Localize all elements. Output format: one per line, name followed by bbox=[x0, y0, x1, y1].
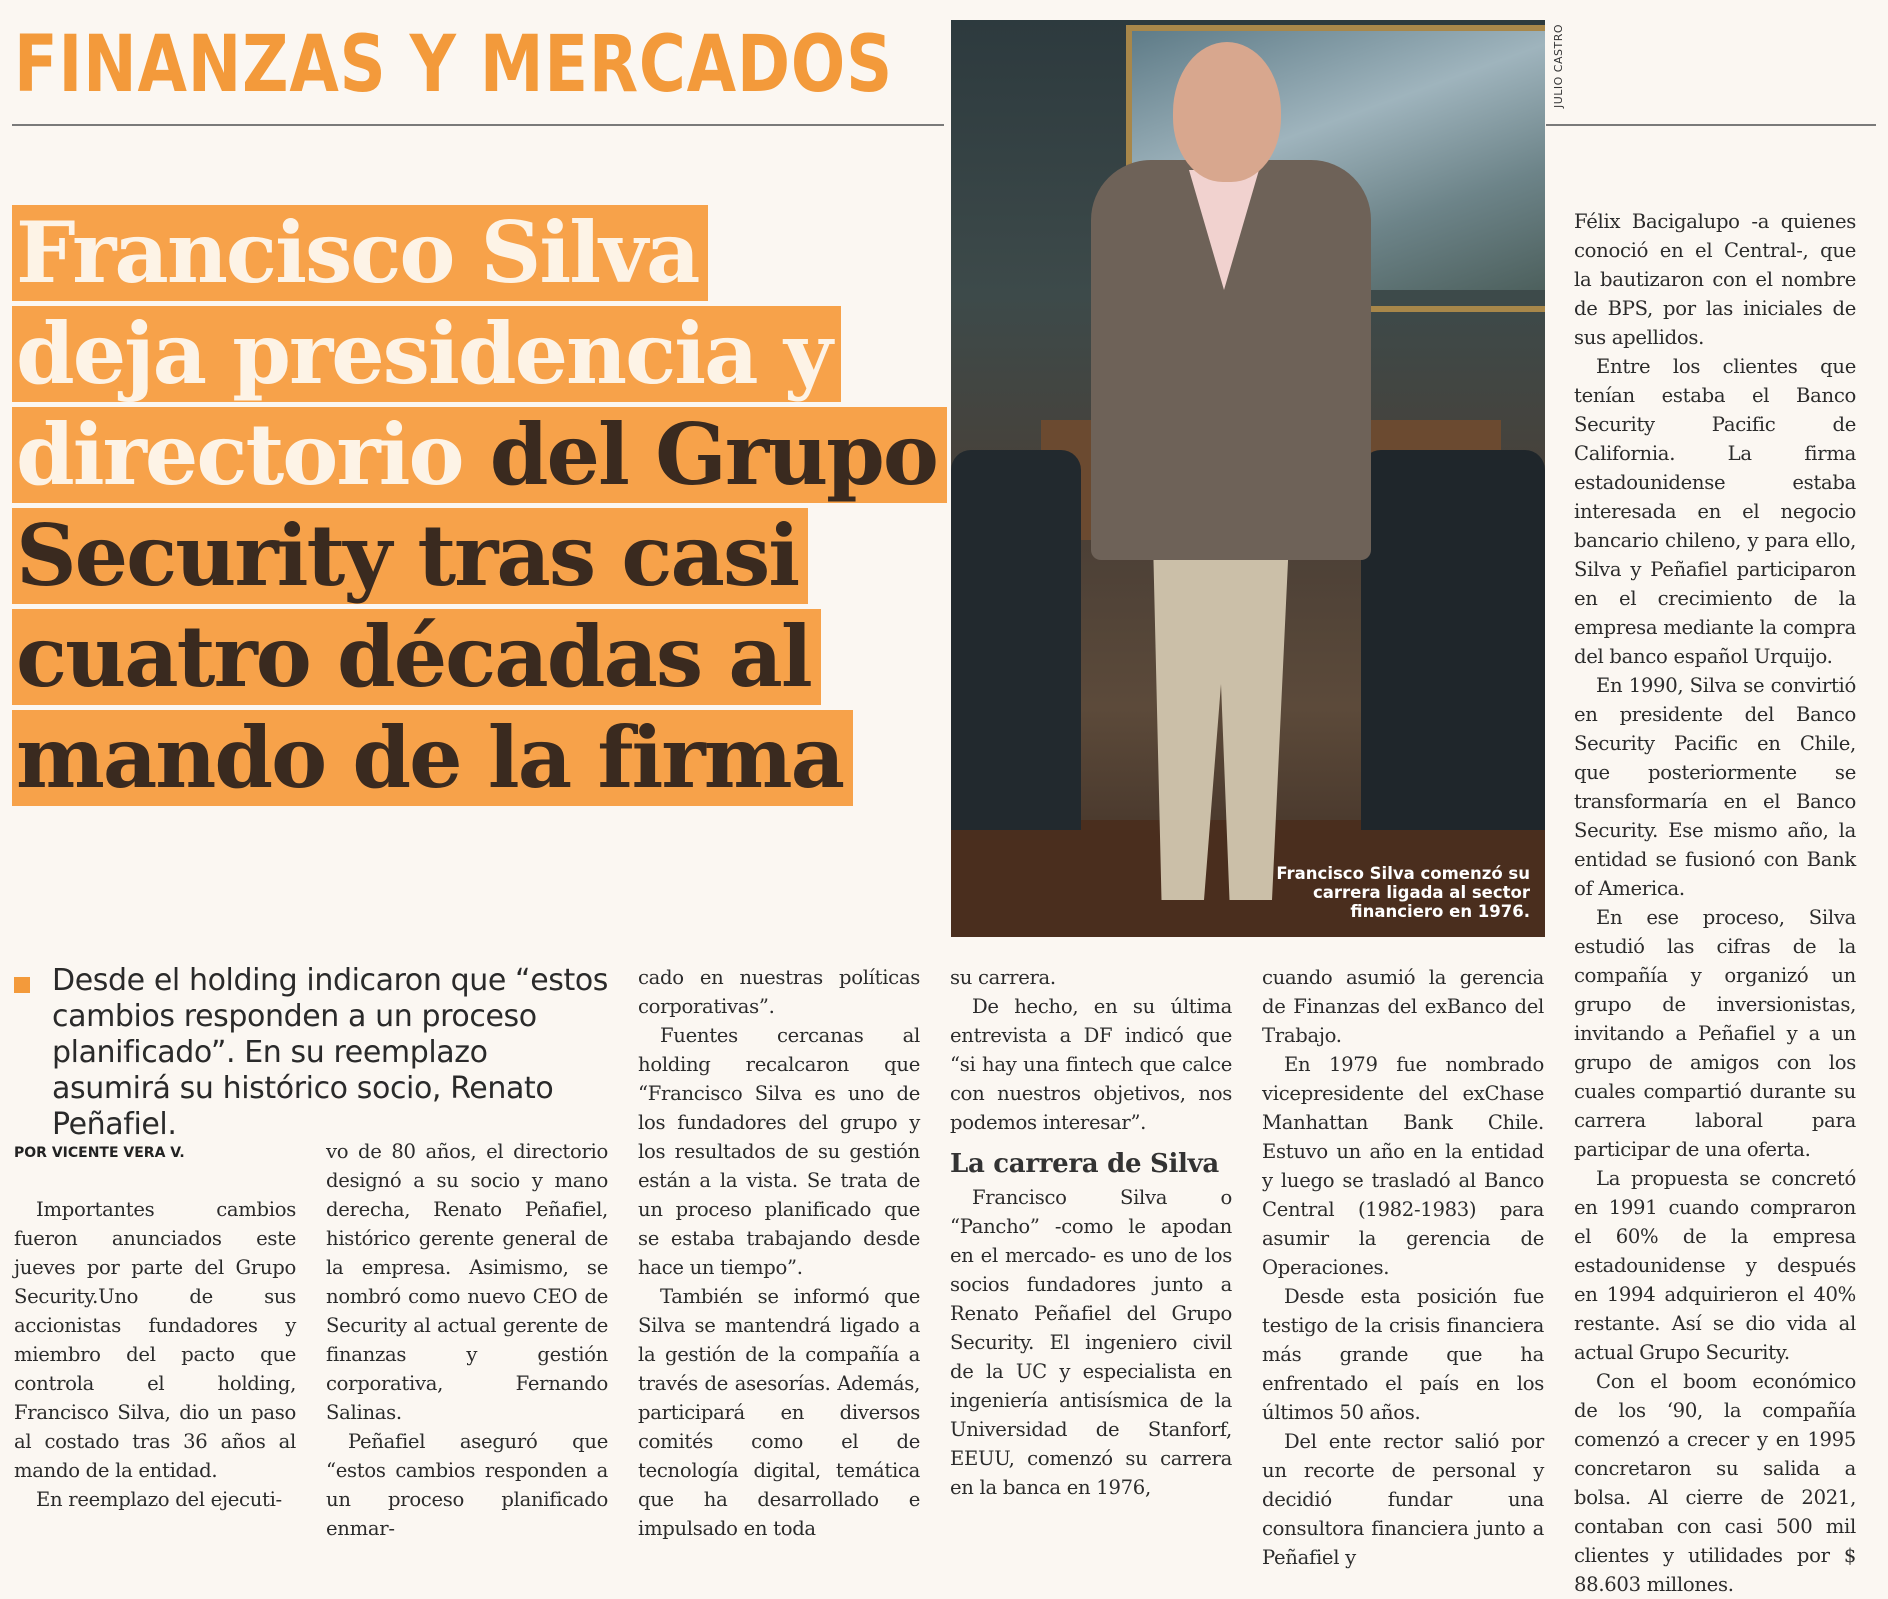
paragraph: De hecho, en su última entrevista a DF indicó que “si hay una fintech que calce con nuestros objetivos, nos podemos interesar”. bbox=[950, 995, 1232, 1134]
headline-light-text: deja presidencia y bbox=[16, 304, 831, 403]
paragraph: En 1979 fue nombrado vicepresidente del exChase Manhattan Bank Chile. Estuvo un año en la entidad y luego se trasladó al Banco Central (1982-1983) para asumir la gerencia de Operaciones. bbox=[1262, 1053, 1544, 1279]
paragraph: vo de 80 años, el directorio designó a su socio y mano derecha, Renato Peñafiel, histórico gerente general de la empresa. Asimismo, se nombró como nuevo CEO de Security al actual gerente de finanzas y gestión corporativa, Fernando Salinas. bbox=[326, 1140, 608, 1424]
paragraph: Fuentes cercanas al holding recalcaron que “Francisco Silva es uno de los fundadores del grupo y los resultados de su gestión están a la vista. Se trata de un proceso planificado que se estaba trabajando desde hace un tiempo”. bbox=[638, 1024, 920, 1279]
paragraph: Con el boom económico de los ‘90, la compañía comenzó a crecer y en 1995 concretaron su salida a bolsa. Al cierre de 2021, contaban con casi 500 mil clientes y utilidades por $ 88.603 millones. bbox=[1574, 1370, 1856, 1596]
paragraph: cado en nuestras políticas corporativas”. bbox=[638, 966, 920, 1018]
headline-line bbox=[12, 710, 947, 811]
article-column-5 bbox=[1262, 963, 1544, 1572]
article-column-2 bbox=[326, 1137, 608, 1543]
headline-dark-text: cuatro décadas al bbox=[16, 607, 811, 706]
bullet-square-icon bbox=[14, 977, 30, 993]
headline-light-text: Francisco Silva bbox=[16, 203, 699, 302]
paragraph: Francisco Silva o “Pancho” -como le apodan en el mercado- es uno de los socios fundadores junto a Renato Peñafiel del Grupo Security. El ingeniero civil de la UC y especialista en ingeniería antisísmica de la Universidad de Stanforf, EEUU, comenzó su carrera en la banca en 1976, bbox=[950, 1186, 1232, 1499]
photo-caption: Francisco Silva comenzó su carrera ligada al sector financiero en 1976. bbox=[1276, 864, 1530, 921]
header-rule bbox=[12, 124, 944, 126]
section-title: FINANZAS Y MERCADOS bbox=[14, 20, 893, 110]
paragraph: Importantes cambios fueron anunciados este jueves por parte del Grupo Security.Uno de sus accionistas fundadores y miembro del pacto que controla el holding, Francisco Silva, dio un paso al costado tras 36 años al mando de la entidad. bbox=[14, 1198, 296, 1482]
headline-line bbox=[12, 609, 947, 710]
chair-left bbox=[951, 450, 1081, 830]
paragraph: Peñafiel aseguró que “estos cambios responden a un proceso planificado enmar- bbox=[326, 1430, 608, 1540]
article-column-1 bbox=[14, 1195, 296, 1514]
article-column-4 bbox=[950, 963, 1232, 1502]
paragraph: su carrera. bbox=[950, 966, 1056, 989]
lede bbox=[14, 963, 614, 1143]
paragraph: También se informó que Silva se mantendrá ligado a la gestión de la compañía a través de asesorías. Además, participará en diversos comités como el de tecnología digital, temática que ha desarrollado e impulsado en toda bbox=[638, 1285, 920, 1540]
paragraph: La propuesta se concretó en 1991 cuando compraron el 60% de la empresa estadounidense y después en 1994 adquirieron el 40% restante. Así se dio vida al actual Grupo Security. bbox=[1574, 1167, 1856, 1364]
paragraph: Félix Bacigalupo -a quienes conoció en el Central-, que la bautizaron con el nombre de BPS, por las iniciales de sus apellidos. bbox=[1574, 210, 1856, 349]
headline-dark-text: Security tras casi bbox=[16, 506, 799, 605]
headline-dark-text: mando de la firma bbox=[16, 708, 843, 807]
headline bbox=[12, 205, 947, 811]
headline-line bbox=[12, 407, 947, 508]
portrait-photo bbox=[951, 20, 1545, 937]
article-column-3 bbox=[638, 963, 920, 1543]
person-head bbox=[1173, 42, 1281, 182]
headline-line bbox=[12, 306, 947, 407]
paragraph: cuando asumió la gerencia de Finanzas del exBanco del Trabajo. bbox=[1262, 966, 1544, 1047]
byline: POR VICENTE VERA V. bbox=[14, 1145, 185, 1161]
paragraph: En ese proceso, Silva estudió las cifras de la compañía y organizó un grupo de inversionistas, invitando a Peñafiel y a un grupo de amigos con los cuales compartió durante su carrera laboral para participar de una oferta. bbox=[1574, 906, 1856, 1161]
paragraph: Desde esta posición fue testigo de la crisis financiera más grande que ha enfrentado el país en los últimos 50 años. bbox=[1262, 1285, 1544, 1424]
subheading: La carrera de Silva bbox=[950, 1149, 1219, 1179]
headline-light-text: directorio bbox=[16, 405, 490, 504]
headline-dark-text: del Grupo bbox=[489, 405, 937, 504]
paragraph: Del ente rector salió por un recorte de personal y decidió fundar una consultora financiera junto a Peñafiel y bbox=[1262, 1430, 1544, 1569]
header-rule-right bbox=[1546, 124, 1876, 126]
photo-credit: JULIO CASTRO bbox=[1552, 24, 1565, 109]
headline-line bbox=[12, 508, 947, 609]
paragraph: En 1990, Silva se convirtió en presidente del Banco Security Pacific en Chile, que posteriormente se transformaría en el Banco Security. Ese mismo año, la entidad se fusionó con Bank of America. bbox=[1574, 674, 1856, 900]
headline-line bbox=[12, 205, 947, 306]
lede-text: Desde el holding indicaron que “estos cambios responden a un proceso planificado”. En su reemplazo asumirá su histórico socio, Renato Peñafiel. bbox=[52, 963, 609, 1142]
chair-right bbox=[1361, 450, 1545, 830]
article-column-6 bbox=[1574, 207, 1856, 1599]
paragraph: En reemplazo del ejecuti- bbox=[36, 1488, 282, 1511]
paragraph: Entre los clientes que tenían estaba el Banco Security Pacific de California. La firma estadounidense estaba interesada en el negocio bancario chileno, y para ello, Silva y Peñafiel participaron en el crecimiento de la empresa mediante la compra del banco español Urquijo. bbox=[1574, 355, 1856, 668]
